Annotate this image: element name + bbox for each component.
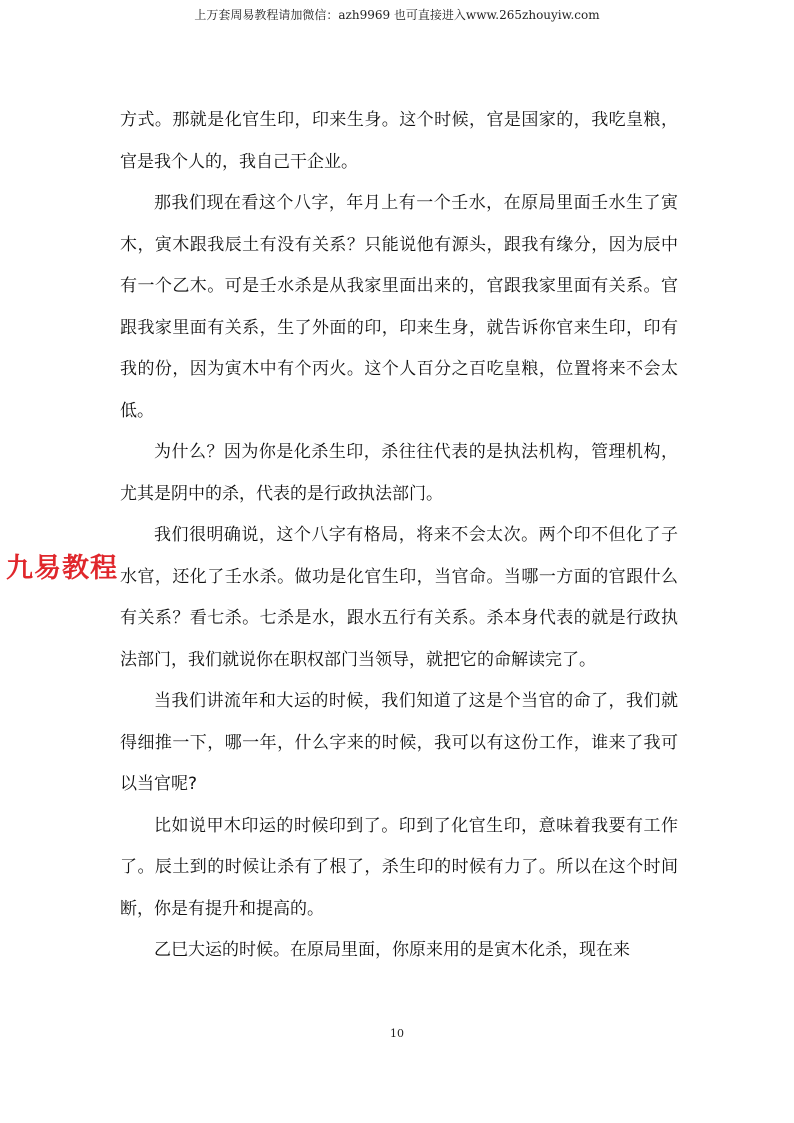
paragraph: 为什么？因为你是化杀生印，杀往往代表的是执法机构，管理机构，尤其是阴中的杀，代表的是行政执法部门。 [120,442,678,504]
paragraph: 我们很明确说，这个八字有格局，将来不会太次。两个印不但化了子水官，还化了壬水杀。做功是化官生印，当官命。当哪一方面的官跟什么有关系？看七杀。七杀是水，跟水五行有关系。杀本身代表的就是行政执法部门，我们就说你在职权部门当领导，就把它的命解读完了。 [120,525,678,670]
paragraph: 方式。那就是化官生印，印来生身。这个时候，官是国家的，我吃皇粮，官是我个人的，我自己干企业。 [120,110,678,172]
body-text [120,100,678,972]
paragraph: 当我们讲流年和大运的时候，我们知道了这是个当官的命了，我们就得细推一下，哪一年，什么字来的时候，我可以有这份工作，谁来了我可以当官呢? [120,691,678,794]
paragraph: 比如说甲木印运的时候印到了。印到了化官生印，意味着我要有工作了。辰土到的时候让杀有了根了，杀生印的时候有力了。所以在这个时间断，你是有提升和提高的。 [120,815,678,919]
page-header: 上万套周易教程请加微信：azh9969 也可直接进入www.265zhouyiw.com [194,8,600,22]
paragraph: 那我们现在看这个八字，年月上有一个壬水，在原局里面壬水生了寅木，寅木跟我辰土有没有关系？只能说他有源头，跟我有缘分，因为辰中有一个乙木。可是壬水杀是从我家里面出来的，官跟我家里面有关系。官跟我家里面有关系，生了外面的印，印来生身，就告诉你官来生印，印有我的份，因为寅木中有个丙火。这个人百分之百吃皇粮，位置将来不会太低。 [120,193,678,421]
paragraph: 乙巳大运的时候。在原局里面，你原来用的是寅木化杀，现在来 [154,940,630,960]
watermark-logo: 九易教程 [6,553,118,584]
page-number: 10 [390,1027,404,1040]
